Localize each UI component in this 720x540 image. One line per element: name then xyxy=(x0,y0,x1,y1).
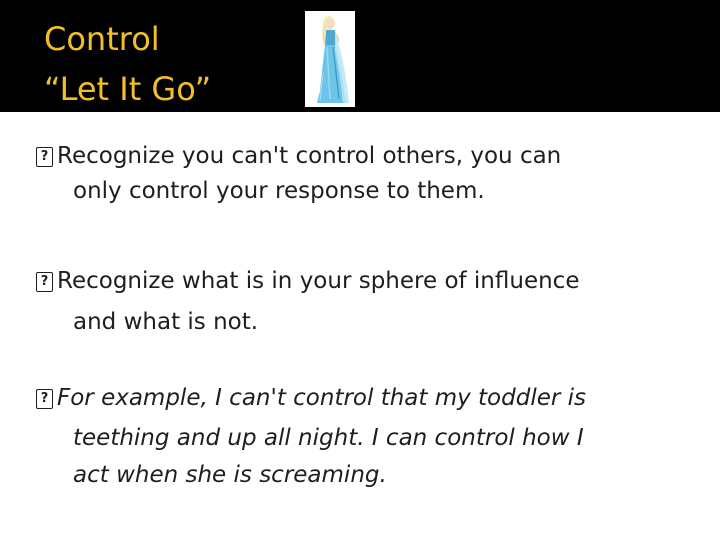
slide-title-line-2: “Let It Go” xyxy=(44,70,212,108)
bullet-text-line: Recognize you can't control others, you can xyxy=(57,143,562,169)
bullet-text-line: act when she is screaming. xyxy=(73,462,387,488)
bullet-marker: ? xyxy=(36,389,53,409)
bullet-text-line: teething and up all night. I can control how I xyxy=(73,425,584,451)
bullet-text-line: and what is not. xyxy=(73,309,259,335)
slide-title-line-1: Control xyxy=(44,20,160,58)
bullet-marker: ? xyxy=(36,147,53,167)
bullet-text-line: Recognize what is in your sphere of influence xyxy=(57,268,580,294)
bullet-text-line: only control your response to them. xyxy=(73,178,485,204)
bullet-marker: ? xyxy=(36,272,53,292)
bullet-text-line: For example, I can't control that my toddler is xyxy=(57,385,587,411)
